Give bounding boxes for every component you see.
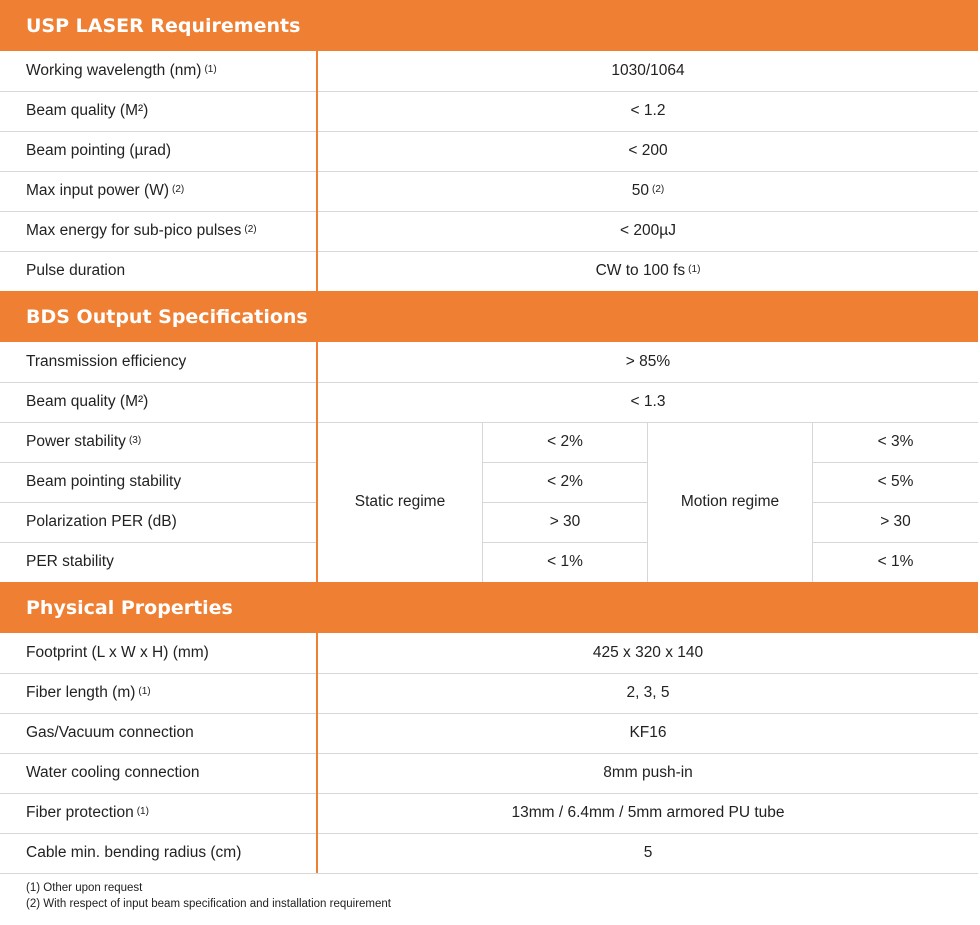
row-label: Polarization PER (dB) bbox=[26, 513, 177, 530]
column-divider bbox=[316, 342, 318, 582]
row-label: Cable min. bending radius (cm) bbox=[26, 844, 242, 861]
row-value: < 200µJ bbox=[620, 222, 676, 239]
row-label: Water cooling connection bbox=[26, 764, 200, 781]
row-value: < 1.3 bbox=[630, 393, 666, 410]
row-label: Working wavelength (nm) $^{(1)}$ bbox=[26, 62, 217, 79]
row-value: 50 $^{(2)}$ bbox=[631, 182, 665, 199]
row-value: 13mm / 6.4mm / 5mm armored PU tube bbox=[511, 804, 785, 821]
column-divider bbox=[316, 51, 318, 291]
row-label: Pulse duration bbox=[26, 262, 126, 279]
row-value: 5 bbox=[643, 844, 653, 861]
section-title: BDS Output Specifications bbox=[26, 305, 308, 328]
row-label: Fiber protection $^{(1)}$ bbox=[26, 804, 149, 821]
section-header-usp-laser bbox=[0, 0, 978, 51]
row-label: Transmission efficiency bbox=[26, 353, 187, 370]
row-value: 8mm push-in bbox=[603, 764, 693, 781]
section-header-bds-output bbox=[0, 291, 978, 342]
static-value: < 2% bbox=[547, 473, 583, 490]
static-value: < 2% bbox=[547, 433, 583, 450]
row-value: KF16 bbox=[629, 724, 667, 741]
motion-value: < 1% bbox=[877, 553, 914, 570]
row-label: Beam quality (M²) bbox=[26, 102, 149, 119]
row-label: Max input power (W) $^{(2)}$ bbox=[26, 182, 185, 199]
motion-value: < 5% bbox=[877, 473, 914, 490]
footnote: (1) Other upon request bbox=[26, 882, 143, 894]
row-label: Beam pointing (µrad) bbox=[26, 142, 172, 159]
row-label: Power stability $^{(3)}$ bbox=[26, 433, 142, 450]
section-title: USP LASER Requirements bbox=[26, 14, 301, 37]
static-value: < 1% bbox=[547, 553, 583, 570]
row-value: 1030/1064 bbox=[611, 62, 685, 79]
row-label: Beam pointing stability bbox=[26, 473, 182, 490]
section-title: Physical Properties bbox=[26, 596, 233, 619]
row-value: > 85% bbox=[625, 353, 671, 370]
motion-regime-label: Motion regime bbox=[680, 493, 780, 510]
footnote: (2) With respect of input beam specification and installation requirement bbox=[26, 898, 391, 910]
row-value: 2, 3, 5 bbox=[626, 684, 670, 701]
section-header-physical bbox=[0, 582, 978, 633]
row-label: PER stability bbox=[26, 553, 114, 570]
column-divider bbox=[316, 633, 318, 873]
motion-value: < 3% bbox=[877, 433, 914, 450]
row-value: < 1.2 bbox=[630, 102, 666, 119]
row-label: Max energy for sub-pico pulses $^{(2)}$ bbox=[26, 222, 257, 239]
static-regime-label: Static regime bbox=[354, 493, 446, 510]
row-value: 425 x 320 x 140 bbox=[592, 644, 704, 661]
row-label: Footprint (L x W x H) (mm) bbox=[26, 644, 209, 661]
static-value: > 30 bbox=[549, 513, 581, 530]
row-label: Gas/Vacuum connection bbox=[26, 724, 194, 741]
row-label: Fiber length (m) $^{(1)}$ bbox=[26, 684, 151, 701]
row-label: Beam quality (M²) bbox=[26, 393, 149, 410]
row-value: < 200 bbox=[628, 142, 668, 159]
motion-value: > 30 bbox=[880, 513, 911, 530]
row-value: CW to 100 fs $^{(1)}$ bbox=[595, 262, 701, 279]
